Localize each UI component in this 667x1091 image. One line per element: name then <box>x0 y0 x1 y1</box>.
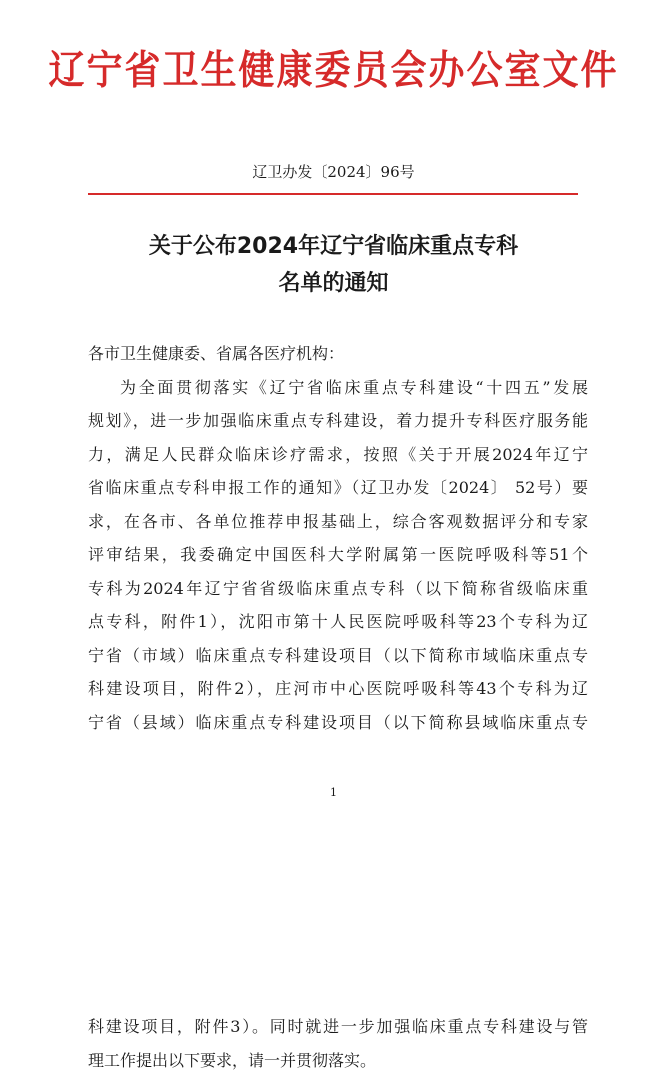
body-line: 专科为2024年辽宁省省级临床重点专科（以下简称省级临床重 <box>88 578 588 598</box>
body-line: 力，满足人民群众临床诊疗需求，按照《关于开展2024年辽宁 <box>88 444 588 464</box>
body-line: 科建设项目，附件2），庄河市中心医院呼吸科等43个专科为辽 <box>88 679 588 698</box>
body-line: 省临床重点专科申报工作的通知》（辽卫办发〔2024〕 52号）要 <box>88 478 588 497</box>
body-line: 为全面贯彻落实《辽宁省临床重点专科建设“十四五”发展 <box>120 377 588 397</box>
body-line: 科建设项目，附件3）。同时就进一步加强临床重点专科建设与管 <box>88 1017 588 1036</box>
body-line: 理工作提出以下要求，请一并贯彻落实。 <box>88 1050 377 1070</box>
body-line: 宁省（市域）临床重点专科建设项目（以下简称市域临床重点专 <box>88 645 588 665</box>
notice-title-line-2: 名单的通知 <box>278 271 389 296</box>
body-line: 点专科，附件1），沈阳市第十人民医院呼吸科等23个专科为辽 <box>88 612 588 631</box>
red-separator-line <box>88 193 578 195</box>
salutation: 各市卫生健康委、省属各医疗机构： <box>88 344 345 363</box>
document-page-2 <box>0 893 667 1091</box>
document-number: 辽卫办发〔2024〕96号 <box>252 163 415 181</box>
body-line: 宁省（县域）临床重点专科建设项目（以下简称县域临床重点专 <box>88 712 588 732</box>
body-line: 规划》，进一步加强临床重点专科建设，着力提升专科医疗服务能 <box>88 411 588 430</box>
document-masthead: 辽宁省卫生健康委员会办公室文件 <box>48 48 619 94</box>
page-2-body <box>88 1013 588 1080</box>
body-line: 求，在各市、各单位推荐申报基础上，综合客观数据评分和专家 <box>88 511 588 531</box>
page-number: 1 <box>330 786 337 799</box>
notice-body <box>88 340 588 742</box>
notice-title-line-1: 关于公布2024年辽宁省临床重点专科 <box>148 234 519 259</box>
body-line: 评审结果，我委确定中国医科大学附属第一医院呼吸科等51个 <box>88 545 588 564</box>
